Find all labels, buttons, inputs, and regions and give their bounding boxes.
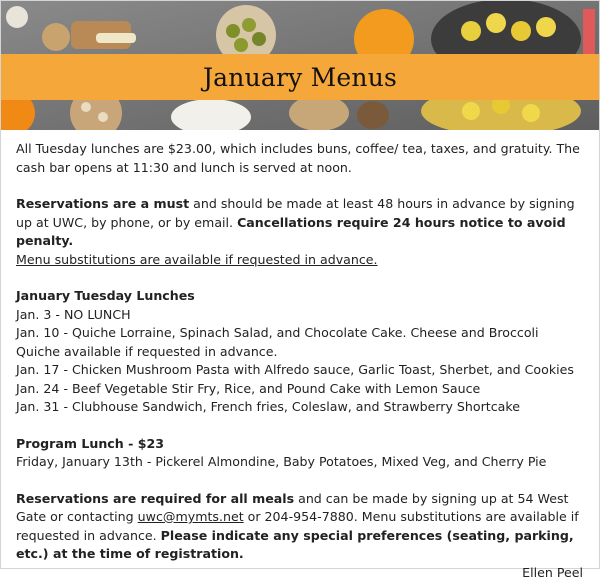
menu-content (1, 130, 599, 582)
substitutions-note: Menu substitutions are available if requested in advance. (16, 251, 583, 270)
reservations-paragraph (16, 195, 583, 251)
tuesday-heading: January Tuesday Lunches (16, 287, 583, 306)
email-link[interactable]: uwc@mymts.net (138, 509, 244, 524)
closing-paragraph (16, 490, 583, 564)
program-detail: Friday, January 13th - Pickerel Almondine, Baby Potatoes, Mixed Veg, and Cherry Pie (16, 453, 583, 472)
closing-text-2: or 204-954-7880. Menu substitutions are available if requested in advance. (16, 509, 579, 543)
title-bar (1, 54, 599, 100)
reservations-lead: Reservations are a must (16, 196, 189, 211)
menu-item-jan3: Jan. 3 - NO LUNCH (16, 306, 583, 325)
menu-item-jan24: Jan. 24 - Beef Vegetable Stir Fry, Rice, and Pound Cake with Lemon Sauce (16, 380, 583, 399)
menu-item-jan10: Jan. 10 - Quiche Lorraine, Spinach Salad, and Chocolate Cake. Cheese and Broccoli Quiche available if requested in advance. (16, 324, 583, 361)
cancellation-notice: Cancellations require 24 hours notice to avoid penalty. (16, 215, 566, 249)
page-title: January Menus (203, 63, 397, 92)
closing-text-1: and can be made by signing up at 54 West Gate or contacting (16, 491, 569, 525)
closing-lead: Reservations are required for all meals (16, 491, 294, 506)
closing-preferences: Please indicate any special preferences (seating, parking, etc.) at the time of registration. (16, 528, 574, 562)
menu-item-jan17: Jan. 17 - Chicken Mushroom Pasta with Alfredo sauce, Garlic Toast, Sherbet, and Cookies (16, 361, 583, 380)
program-heading: Program Lunch - $23 (16, 435, 583, 454)
intro-paragraph: All Tuesday lunches are $23.00, which includes buns, coffee/ tea, taxes, and gratuity. The cash bar opens at 11:30 and lunch is served at noon. (16, 140, 583, 177)
reservations-text: and should be made at least 48 hours in advance by signing up at UWC, by phone, or by email. (16, 196, 575, 230)
signature: Ellen Peel (16, 564, 583, 582)
food-banner (1, 1, 599, 130)
menu-item-jan31: Jan. 31 - Clubhouse Sandwich, French fries, Coleslaw, and Strawberry Shortcake (16, 398, 583, 417)
